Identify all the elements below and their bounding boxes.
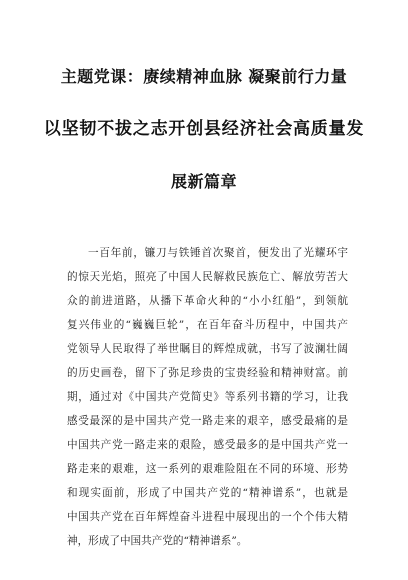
document-title-line-3: 展新篇章	[170, 172, 237, 191]
body-line: 期，通过对《中国共产党简史》等系列书籍的学习，让我	[67, 391, 348, 403]
document-title-line-2: 以坚韧不拔之志开创县经济社会高质量发	[43, 119, 365, 139]
body-line: 和现实面前，形成了中国共产党的“精神谱系”，也就是	[67, 487, 348, 499]
body-line: 中国共产党在百年辉煌奋斗进程中展现出的一个个伟大精	[67, 511, 348, 523]
body-line: 的惊天光焰，照亮了中国人民解救民族危亡、解放劳苦大	[67, 271, 348, 283]
body-line: 感受最深的是中国共产党一路走来的艰辛，感受最痛的是	[67, 415, 348, 427]
body-line: 复兴伟业的“巍巍巨轮”，在百年奋斗历程中，中国共产	[67, 319, 348, 331]
document-title-line-1: 主题党课：赓续精神血脉 凝聚前行力量	[60, 67, 348, 86]
body-line: 党领导人民取得了举世瞩目的辉煌成就，书写了波澜壮阔	[67, 343, 348, 355]
body-line: 的历史画卷，留下了弥足珍贵的宝贵经验和精神财富。前	[67, 367, 348, 379]
body-line: 路走来的艰难，这一系列的艰难险阻在不同的环境、形势	[67, 463, 348, 475]
body-line: 众的前进道路，从播下革命火种的“小小红船”，到领航	[67, 295, 348, 307]
body-line: 中国共产党一路走来的艰险，感受最多的是中国共产党一	[67, 439, 348, 451]
body-line: 神，形成了中国共产党的“精神谱系”。	[67, 535, 248, 547]
body-line: 一百年前，镰刀与铁锤首次聚首，便发出了光耀环宇	[88, 247, 348, 259]
